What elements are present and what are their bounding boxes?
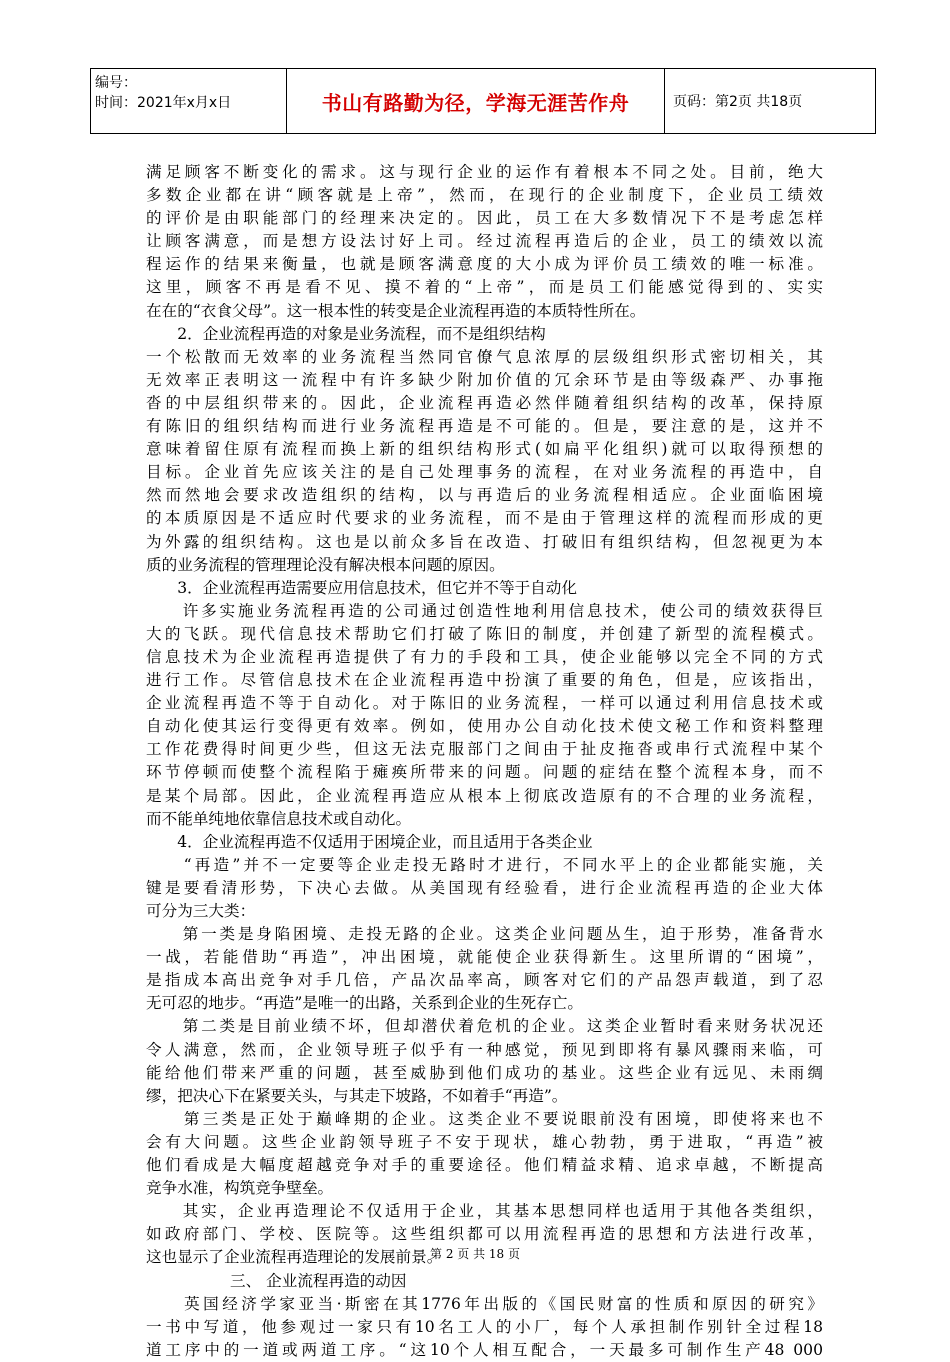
text-line: 3．企业流程再造需要应用信息技术，但它并不等于自动化 bbox=[146, 578, 577, 597]
text-line: 一战，若能借助“再造”，冲出困境，就能使企业获得新生。这里所谓的“困境”， bbox=[146, 948, 823, 967]
text-line: 进行工作。尽管信息技术在企业流程再造中扮演了重要的角色，但是，应该指出， bbox=[146, 671, 823, 690]
text-line: 工作花费得时间更少些，但这无法克服部门之间由于扯皮拖沓或串行式流程中某个 bbox=[146, 740, 823, 759]
text-line: 无可忍的地步。“再造”是唯一的出路，关系到企业的生死存亡。 bbox=[146, 994, 583, 1013]
text-line: 能给他们带来严重的问题，甚至威胁到他们成功的基业。这些企业有远见、未雨绸 bbox=[146, 1063, 823, 1082]
text-line: 道工序中的一道或两道工序。“这10个人相互配合，一天最多可制作生产48 000 bbox=[146, 1340, 823, 1359]
text-line: 程运作的结果来衡量，也就是顾客满意度的大小成为评价员工绩效的唯一标准。 bbox=[146, 255, 823, 274]
text-line: 让顾客满意，而是想方设法讨好上司。经过流程再造后的企业，员工的绩效以流 bbox=[146, 232, 823, 251]
text-line: 自动化使其运行变得更有效率。例如，使用办公自动化技术使文秘工作和资料整理 bbox=[146, 717, 823, 736]
text-line: 一个松散而无效率的业务流程当然同官僚气息浓厚的层级组织形式密切相关，其 bbox=[146, 347, 823, 366]
text-line: 第二类是目前业绩不坏，但却潜伏着危机的企业。这类企业暂时看来财务状况还 bbox=[146, 1017, 823, 1036]
page-footer: 第 2 页 共 18 页 bbox=[430, 1247, 520, 1261]
time-label: 时间：2021年x月x日 bbox=[95, 95, 232, 111]
text-line: 这也显示了企业流程再造理论的发展前景。 bbox=[146, 1248, 443, 1267]
text-line: 满足顾客不断变化的需求。这与现行企业的运作有着根本不同之处。目前，绝大 bbox=[146, 163, 823, 181]
text-line: 信息技术为企业流程再造提供了有力的手段和工具，使企业能够以完全不同的方式 bbox=[146, 647, 823, 666]
body-text bbox=[146, 161, 823, 1362]
text-line: 竞争水准，构筑竞争壁垒。 bbox=[146, 1179, 334, 1198]
text-line: 无效率正表明这一流程中有许多缺少附加价值的冗余环节是由等级森严、办事拖 bbox=[146, 370, 823, 389]
text-line: 2．企业流程再造的对象是业务流程，而不是组织结构 bbox=[146, 324, 546, 343]
text-line: 一书中写道，他参观过一家只有10名工人的小厂，每个人承担制作别针全过程18 bbox=[146, 1317, 823, 1336]
text-line: 的本质原因是不适应时代要求的业务流程，而不是由于管理这样的流程而形成的更 bbox=[146, 509, 823, 528]
number-label: 编号： bbox=[95, 75, 137, 91]
text-line: 英国经济学家亚当·斯密在其1776年出版的《国民财富的性质和原因的研究》 bbox=[146, 1294, 823, 1313]
motto-text: 书山有路勤为径，学海无涯苦作舟 bbox=[321, 90, 630, 115]
text-line: 其实，企业再造理论不仅适用于企业，其基本思想同样也适用于其他各类组织， bbox=[146, 1202, 823, 1221]
text-line: 大的飞跃。现代信息技术帮助它们打破了陈旧的制度，并创建了新型的流程模式。 bbox=[146, 624, 823, 643]
text-line: 这里，顾客不再是看不见、摸不着的“上帝”，而是员工们能感觉得到的、实实 bbox=[146, 278, 823, 297]
text-line: 然而然地会要求改造组织的结构，以与再造后的业务流程相适应。企业面临困境 bbox=[146, 486, 823, 505]
text-line: 缪，把决心下在紧要关头，与其走下坡路，不如着手“再造”。 bbox=[146, 1086, 568, 1105]
page-label: 页码：第2页 共18页 bbox=[673, 94, 803, 110]
header-info-cell bbox=[91, 69, 287, 133]
text-line: 他们看成是大幅度超越竞争对手的重要途径。他们精益求精、追求卓越，不断提高 bbox=[146, 1156, 823, 1175]
text-line: 是指成本高出竞争对手几倍，产品次品率高，顾客对它们的产品怨声载道，到了忍 bbox=[146, 971, 823, 990]
text-line: 可分为三大类： bbox=[146, 902, 256, 920]
text-line: 而不能单纯地依靠信息技术或自动化。 bbox=[146, 809, 412, 828]
text-line: 如政府部门、学校、医院等。这些组织都可以用流程再造的思想和方法进行改革， bbox=[146, 1225, 823, 1244]
text-line: 许多实施业务流程再造的公司通过创造性地利用信息技术，使公司的绩效获得巨 bbox=[146, 601, 823, 620]
text-line: 企业流程再造不等于自动化。对于陈旧的业务流程，一样可以通过利用信息技术或 bbox=[146, 694, 823, 713]
text-line: 质的业务流程的管理理论没有解决根本问题的原因。 bbox=[146, 555, 505, 574]
text-line: “再造”并不一定要等企业走投无路时才进行，不同水平上的企业都能实施，关 bbox=[146, 855, 823, 874]
header-motto-cell bbox=[287, 69, 665, 133]
text-line: 第三类是正处于巅峰期的企业。这类企业不要说眼前没有困境，即使将来也不 bbox=[146, 1109, 823, 1128]
text-line: 为外露的组织结构。这也是以前众多旨在改造、打破旧有组织结构，但忽视更为本 bbox=[146, 532, 823, 551]
text-line: 会有大问题。这些企业韵领导班子不安于现状，雄心勃勃，勇于进取，“再造”被 bbox=[146, 1132, 823, 1151]
text-line: 键是要看清形势，下决心去做。从美国现有经验看，进行企业流程再造的企业大体 bbox=[146, 878, 823, 897]
text-line: 多数企业都在讲“顾客就是上帝”，然而，在现行的企业制度下，企业员工绩效 bbox=[146, 186, 823, 205]
section-heading: 三、 企业流程再造的动因 bbox=[230, 1271, 407, 1290]
text-line: 的评价是由职能部门的经理来决定的。因此，员工在大多数情况下不是考虑怎样 bbox=[146, 209, 823, 228]
text-line: 意味着留住原有流程而换上新的组织结构形式(如扁平化组织)就可以取得预想的 bbox=[146, 440, 823, 459]
text-line: 令人满意，然而，企业领导班子似乎有一种感觉，预见到即将有暴风骤雨来临，可 bbox=[146, 1040, 823, 1059]
text-line: 目标。企业首先应该关注的是自己处理事务的流程，在对业务流程的再造中，自 bbox=[146, 463, 823, 482]
text-line: 第一类是身陷困境、走投无路的企业。这类企业问题丛生，迫于形势，准备背水 bbox=[146, 925, 823, 944]
text-line: 沓的中层组织带来的。因此，企业流程再造必然伴随着组织结构的改革，保持原 bbox=[146, 393, 823, 412]
text-line: 4．企业流程再造不仅适用于困境企业，而且适用于各类企业 bbox=[146, 832, 593, 851]
header-page-cell bbox=[665, 69, 875, 133]
text-line: 有陈旧的组织结构而进行业务流程再造是不可能的。但是，要注意的是，这并不 bbox=[146, 417, 823, 436]
text-line: 环节停顿而使整个流程陷于瘫痪所带来的问题。问题的症结在整个流程本身，而不 bbox=[146, 763, 823, 782]
page-header-table bbox=[90, 68, 876, 134]
text-line: 在在的“衣食父母”。这一根本性的转变是企业流程再造的本质特性所在。 bbox=[146, 301, 646, 320]
text-line: 是某个局部。因此，企业流程再造应从根本上彻底改造原有的不合理的业务流程， bbox=[146, 786, 823, 805]
